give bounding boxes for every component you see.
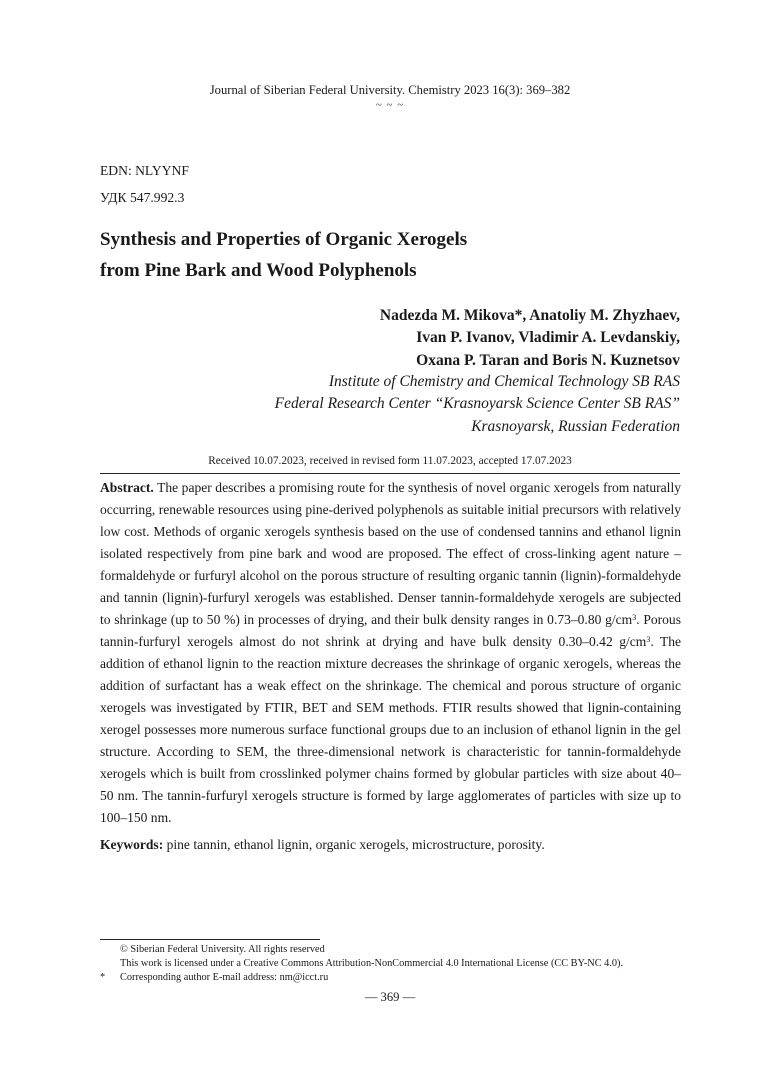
keywords-label: Keywords: (100, 837, 164, 852)
abstract-text-3: . The addition of ethanol lignin to the reaction mixture decreases the shrinkage of organic xerogels, whereas the addition of surfactant has a weak effect on the shrinkage. The chemical and porous structure of organic xerogels was investigated by FTIR, BET and SEM methods. FTIR results showed that lignin-containing xerogel possesses more numerous surface functional groups due to an inclusion of ethanol lignin in the gel structure. According to SEM, the three-dimensional network is characteristic for tannin-formaldehyde xerogels which is built from crosslinked polymer chains formed by globular particles with size about 40–50 nm. The tannin-furfuryl xerogels structure is formed by large agglomerates of particles with size up to 100–150 nm. (100, 634, 681, 825)
abstract-text-1: The paper describes a promising route for the synthesis of novel organic xerogels from naturally occurring, renewable resources using pine-derived polyphenols as suitable initial precursors with relatively low cost. Methods of organic xerogels synthesis based on the use of condensed tannins and ethanol lignin isolated respectively from pine bark and wood are proposed. The effect of cross-linking agent nature – formaldehyde or furfuryl alcohol on the porous structure of resulting organic tannin (lignin)-formaldehyde and tannin (lignin)-furfuryl xerogels was established. Denser tannin-formaldehyde xerogels are subjected to shrinkage (up to 50 %) in processes of drying, and their bulk density ranges in 0.73–0.80 g/cm (100, 480, 681, 627)
authors-line-3: Oxana P. Taran and Boris N. Kuznetsov (416, 351, 680, 369)
abstract-text-2: . Porous tannin-furfuryl xerogels almost do not shrink at drying and have bulk density 0.30–0.42 g/cm (100, 612, 681, 649)
article-title (100, 224, 660, 286)
keywords-text: pine tannin, ethanol lignin, organic xerogels, microstructure, porosity. (163, 837, 545, 852)
journal-header: Journal of Siberian Federal University. Chemistry 2023 16(3): 369–382 (209, 83, 571, 97)
udk-classification: УДК 547.992.3 (100, 190, 185, 205)
divider (100, 473, 680, 474)
edn-identifier: EDN: NLYYNF (100, 163, 189, 178)
license-note: This work is licensed under a Creative Commons Attribution-NonCommercial 4.0 International License (CC BY-NC 4.0). (120, 958, 624, 969)
title-line-2: from Pine Bark and Wood Polyphenols (100, 260, 417, 281)
affiliation-line-1: Institute of Chemistry and Chemical Technology SB RAS (328, 373, 680, 390)
title-line-1: Synthesis and Properties of Organic Xerogels (100, 229, 468, 250)
affiliation-line-3: Krasnoyarsk, Russian Federation (471, 417, 680, 435)
abstract-label: Abstract. (100, 480, 154, 495)
page-number: — 369 — (364, 990, 416, 1004)
abstract (100, 477, 681, 829)
superscript: 3 (632, 613, 637, 622)
author-list (160, 305, 680, 372)
header-ornament: ~ ~ ~ (375, 99, 405, 111)
corresponding-author-note: Corresponding author E-mail address: nm@icct.ru (120, 972, 329, 983)
superscript: 3 (646, 635, 651, 644)
affiliation (160, 371, 680, 438)
footnote-marker: * (100, 972, 106, 983)
footnote-divider (100, 939, 320, 940)
authors-line-1: Nadezda M. Mikova*, Anatoliy M. Zhyzhaev, (379, 307, 680, 324)
authors-line-2: Ivan P. Ivanov, Vladimir A. Levdanskiy, (416, 329, 680, 347)
copyright-note: © Siberian Federal University. All rights reserved (120, 944, 325, 955)
affiliation-line-2: Federal Research Center “Krasnoyarsk Science Center SB RAS” (274, 395, 680, 413)
keywords (100, 834, 681, 856)
received-dates: Received 10.07.2023, received in revised form 11.07.2023, accepted 17.07.2023 (208, 455, 572, 467)
